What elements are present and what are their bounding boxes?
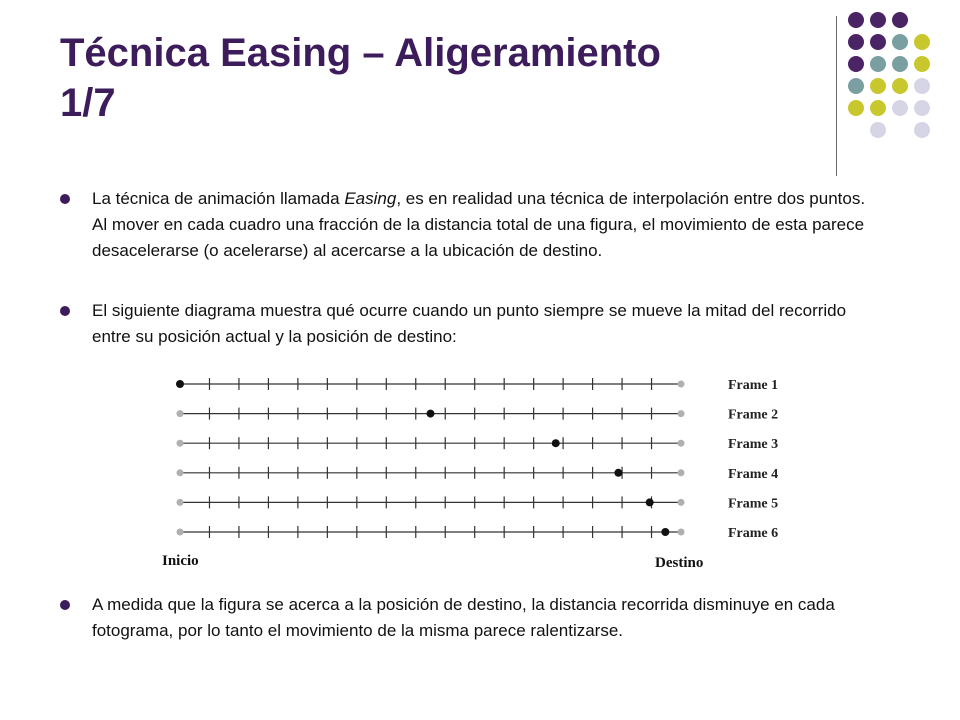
decor-dot: [914, 34, 930, 50]
bullet-text: A medida que la figura se acerca a la posición de destino, la distancia recorrida disminuye en cada fotograma, por lo tanto el movimiento de la misma parece ralentizarse.: [92, 595, 835, 640]
frame-label: Frame 5: [728, 496, 779, 512]
end-endpoint: [678, 469, 685, 476]
decor-dot: [870, 56, 886, 72]
decor-dot: [870, 100, 886, 116]
bullet-icon: [60, 194, 70, 204]
frame-label: Frame 4: [728, 466, 779, 482]
end-endpoint: [678, 499, 685, 506]
decor-dot: [870, 122, 886, 138]
bullet-easing-definition: [60, 186, 880, 264]
decor-dot: [892, 100, 908, 116]
slide-title: [60, 28, 820, 128]
title-line-1: Técnica Easing – Aligeramiento: [60, 31, 661, 75]
frame-label: Frame 6: [728, 526, 779, 541]
moving-point: [614, 469, 622, 477]
end-endpoint: [678, 410, 685, 417]
end-endpoint: [678, 440, 685, 447]
moving-point: [552, 439, 560, 447]
decor-dot: [892, 12, 908, 28]
end-endpoint: [678, 381, 685, 388]
decor-dot: [914, 78, 930, 94]
end-label: Destino: [655, 555, 704, 571]
moving-point: [646, 498, 654, 506]
easing-diagram: [150, 360, 850, 580]
bullet-diagram-intro: [60, 298, 880, 350]
bullet-icon: [60, 306, 70, 316]
title-line-2: 1/7: [60, 81, 116, 125]
bullet-icon: [60, 600, 70, 610]
start-endpoint: [177, 469, 184, 476]
decor-dot: [914, 100, 930, 116]
frame-label: Frame 3: [728, 437, 779, 453]
decor-dot: [892, 34, 908, 50]
start-label: Inicio: [162, 553, 199, 569]
decor-dot: [848, 100, 864, 116]
start-endpoint: [177, 440, 184, 447]
start-endpoint: [177, 410, 184, 417]
frame-label: Frame 1: [728, 378, 779, 393]
decor-dot: [870, 78, 886, 94]
decor-dot: [892, 78, 908, 94]
end-endpoint: [678, 529, 685, 536]
moving-point: [661, 528, 669, 536]
bullet-text: El siguiente diagrama muestra qué ocurre cuando un punto siempre se mueve la mitad del recorrido entre su posición actual y la posición de destino:: [92, 301, 847, 346]
decor-dot: [848, 78, 864, 94]
decor-dot: [848, 56, 864, 72]
bullet-conclusion: [60, 592, 880, 644]
bullet-text: La técnica de animación llamada Easing, es en realidad una técnica de interpolación entre dos puntos. Al mover en cada cuadro una fracción de la distancia total de una figura, el movimiento de esta parece desacelerarse (o acelerarse) al acercarse a la ubicación de destino.: [92, 189, 866, 260]
decor-dot: [870, 12, 886, 28]
moving-point: [427, 410, 435, 418]
decor-dot: [914, 56, 930, 72]
start-endpoint: [177, 529, 184, 536]
title-divider: [836, 16, 837, 176]
decor-dot: [848, 12, 864, 28]
decor-dot: [892, 56, 908, 72]
start-endpoint: [177, 499, 184, 506]
frame-label: Frame 2: [728, 407, 779, 423]
moving-point: [176, 380, 184, 388]
decor-dot: [848, 34, 864, 50]
decor-dot: [914, 122, 930, 138]
decor-dot: [870, 34, 886, 50]
decorative-dot-grid: [848, 12, 948, 162]
